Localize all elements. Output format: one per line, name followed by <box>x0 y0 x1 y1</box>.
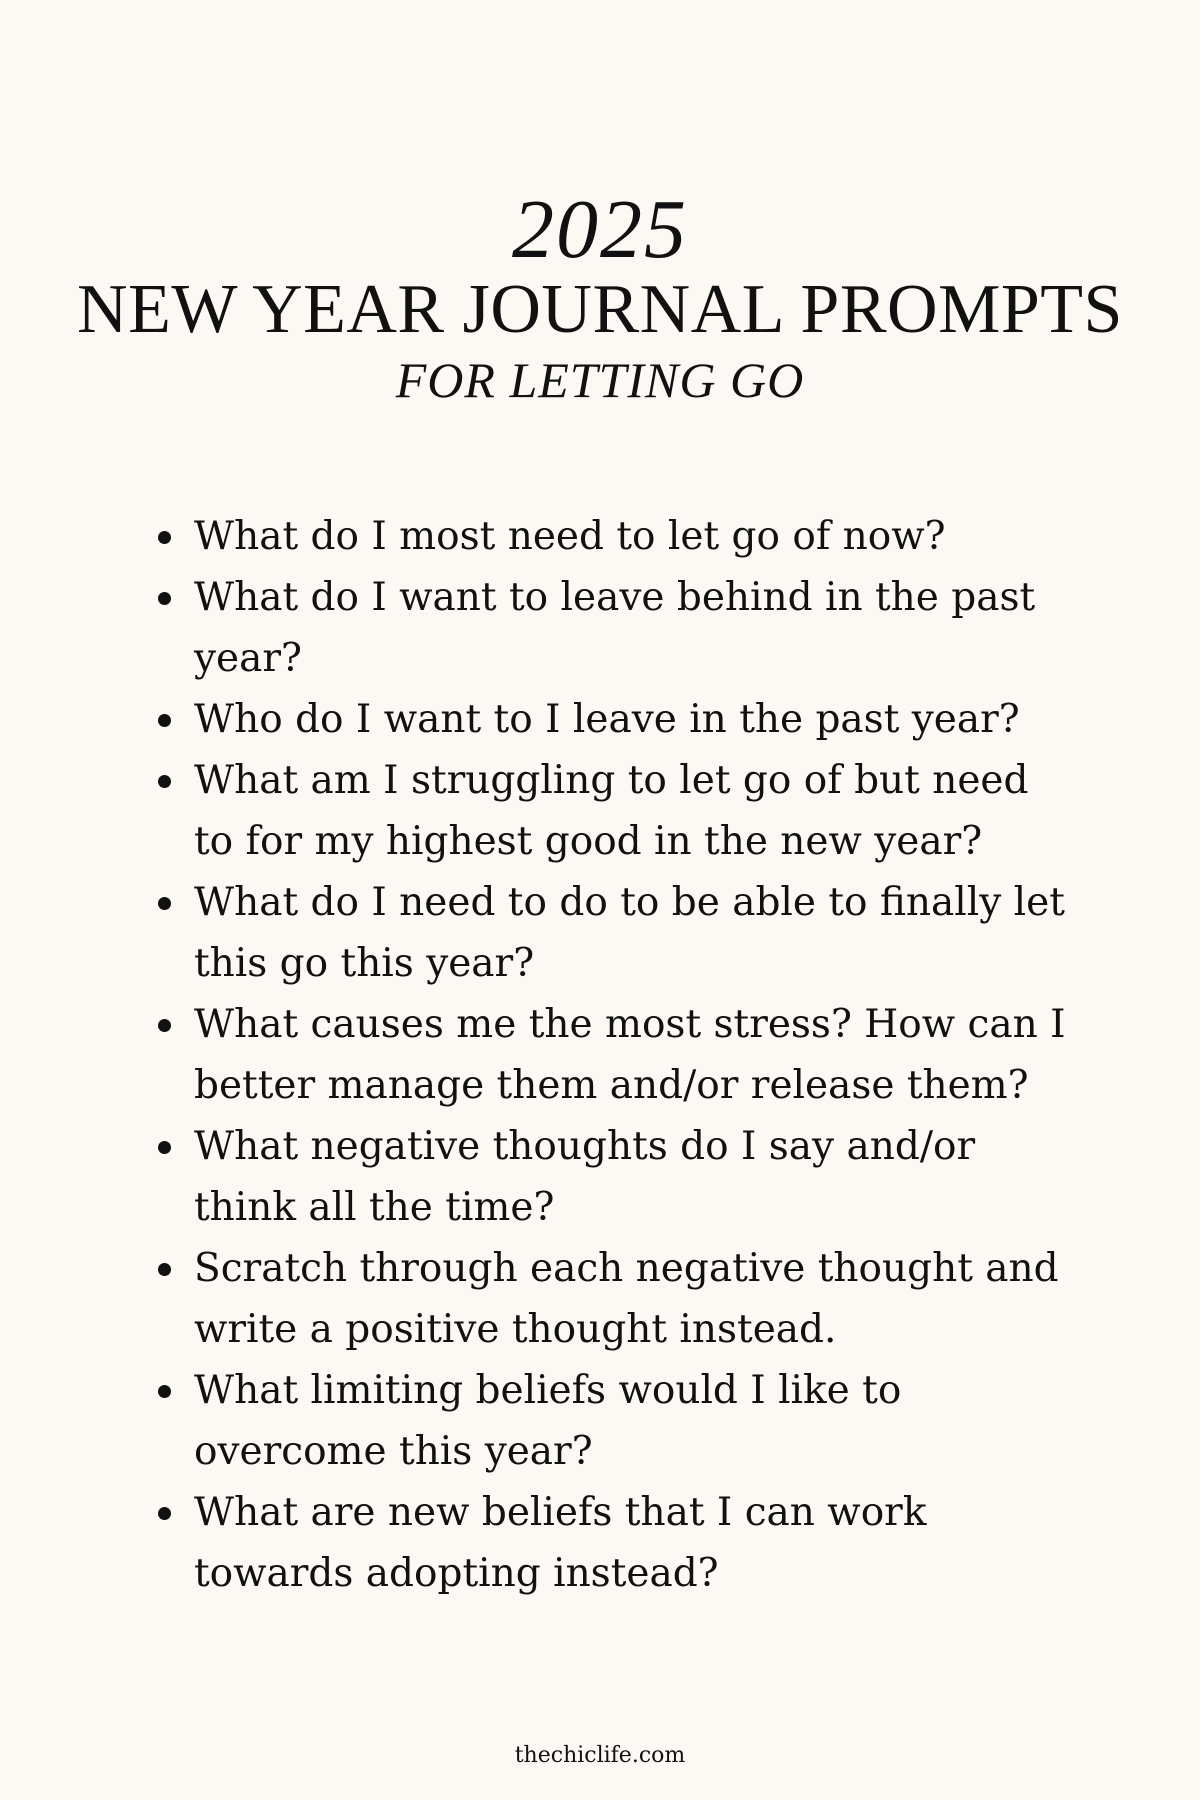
bullet-icon <box>158 714 171 727</box>
list-item <box>158 872 1078 994</box>
list-item <box>158 567 1078 689</box>
prompt-text: Scratch through each negative thought and write a positive thought instead. <box>194 1246 1059 1352</box>
prompt-text: What causes me the most stress? How can I better manage them and/or release them? <box>194 1002 1066 1108</box>
page-subtitle: FOR LETTING GO <box>395 352 805 408</box>
bullet-icon <box>158 1019 171 1032</box>
list-item <box>158 1116 1078 1238</box>
bullet-icon <box>158 1263 171 1276</box>
prompt-text: What are new beliefs that I can work towards adopting instead? <box>194 1490 927 1596</box>
prompt-text: What do I want to leave behind in the past year? <box>194 575 1036 681</box>
prompt-text: What do I most need to let go of now? <box>194 514 946 559</box>
prompt-list <box>158 506 1078 1604</box>
prompt-text: Who do I want to I leave in the past year? <box>194 697 1020 742</box>
page-title: NEW YEAR JOURNAL PROMPTS <box>77 271 1123 348</box>
prompt-text: What negative thoughts do I say and/or think all the time? <box>194 1124 976 1230</box>
list-item <box>158 750 1078 872</box>
prompt-text: What do I need to do to be able to finally let this go this year? <box>194 880 1065 986</box>
list-item <box>158 994 1078 1116</box>
bullet-icon <box>158 1507 171 1520</box>
list-item <box>158 506 1078 567</box>
bullet-icon <box>158 775 171 788</box>
list-item <box>158 1482 1078 1604</box>
footer-website: thechiclife.com <box>514 1743 686 1768</box>
bullet-icon <box>158 1385 171 1398</box>
year-heading: 2025 <box>512 183 688 276</box>
list-item <box>158 689 1078 750</box>
bullet-icon <box>158 1141 171 1154</box>
list-item <box>158 1238 1078 1360</box>
list-item <box>158 1360 1078 1482</box>
bullet-icon <box>158 897 171 910</box>
bullet-icon <box>158 531 171 544</box>
prompt-text: What limiting beliefs would I like to overcome this year? <box>194 1368 902 1474</box>
prompt-text: What am I struggling to let go of but need to for my highest good in the new year? <box>194 758 1029 864</box>
bullet-icon <box>158 592 171 605</box>
